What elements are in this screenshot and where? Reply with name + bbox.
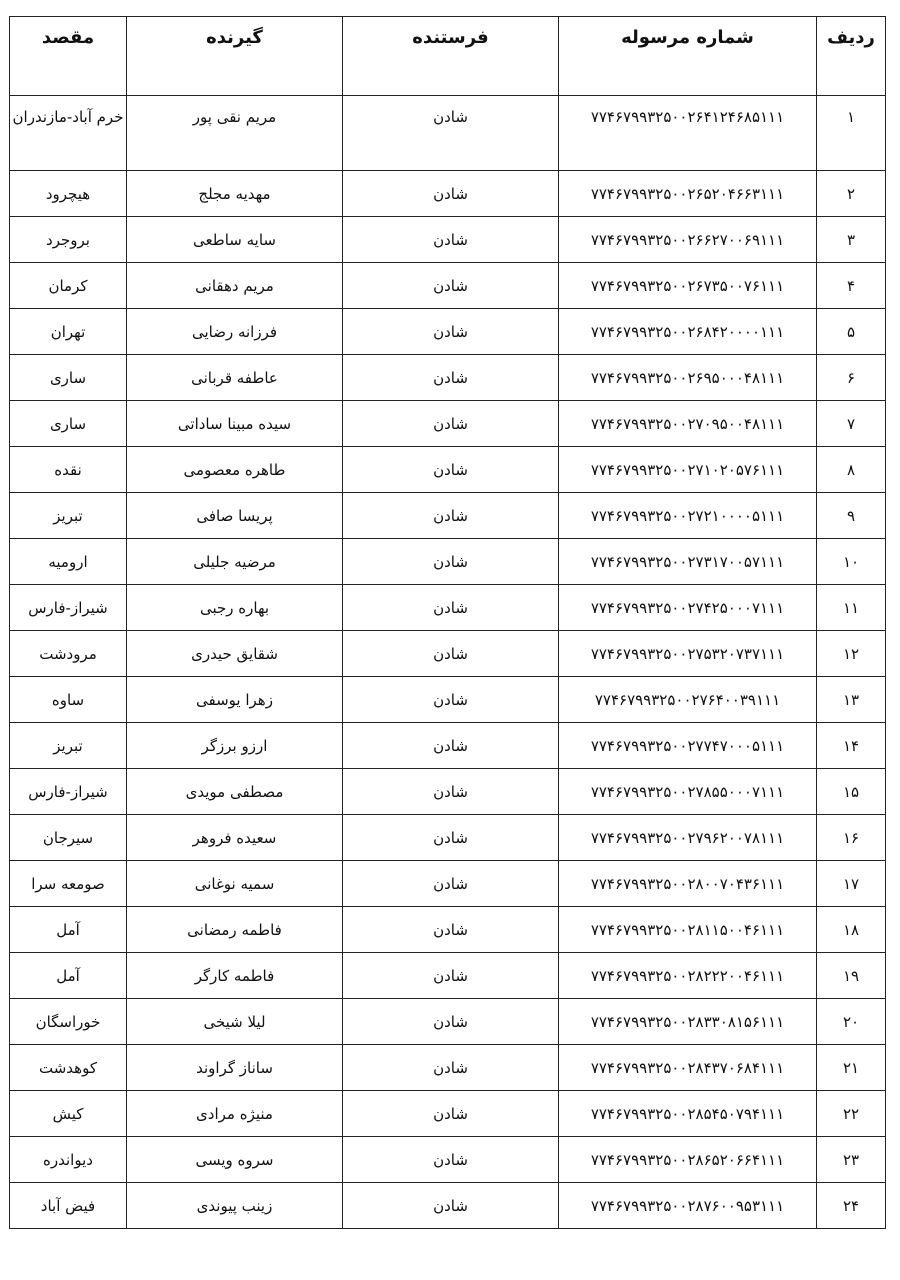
row-number-cell: ۱۸ bbox=[817, 907, 886, 953]
sender-cell: شادن bbox=[343, 1183, 559, 1229]
destination-cell: هیچرود bbox=[10, 171, 127, 217]
destination-cell: تبریز bbox=[10, 723, 127, 769]
table-row bbox=[10, 585, 886, 631]
destination-cell: ساری bbox=[10, 355, 127, 401]
recipient-cell: مریم دهقانی bbox=[127, 263, 343, 309]
table-body bbox=[10, 96, 886, 1229]
row-number-cell: ۱۱ bbox=[817, 585, 886, 631]
recipient-cell: مهدیه مجلج bbox=[127, 171, 343, 217]
table-row bbox=[10, 96, 886, 171]
sender-cell: شادن bbox=[343, 355, 559, 401]
destination-cell: آمل bbox=[10, 953, 127, 999]
recipient-cell: عاطفه قربانی bbox=[127, 355, 343, 401]
recipient-cell: فاطمه کارگر bbox=[127, 953, 343, 999]
row-number-cell: ۱۴ bbox=[817, 723, 886, 769]
destination-cell: مرودشت bbox=[10, 631, 127, 677]
recipient-cell: پریسا صافی bbox=[127, 493, 343, 539]
table-row bbox=[10, 355, 886, 401]
recipient-cell: مصطفی مویدی bbox=[127, 769, 343, 815]
tracking-number-cell: ۷۷۴۶۷۹۹۳۲۵۰۰۲۶۶۲۷۰۰۶۹۱۱۱ bbox=[559, 217, 817, 263]
sender-cell: شادن bbox=[343, 631, 559, 677]
sender-cell: شادن bbox=[343, 815, 559, 861]
recipient-cell: سروه ویسی bbox=[127, 1137, 343, 1183]
sender-cell: شادن bbox=[343, 907, 559, 953]
sender-cell: شادن bbox=[343, 401, 559, 447]
row-number-cell: ۷ bbox=[817, 401, 886, 447]
row-number-cell: ۱۳ bbox=[817, 677, 886, 723]
table-row bbox=[10, 815, 886, 861]
header-row-number: ردیف bbox=[817, 17, 886, 96]
destination-cell: بروجرد bbox=[10, 217, 127, 263]
table-row bbox=[10, 1137, 886, 1183]
destination-cell: کرمان bbox=[10, 263, 127, 309]
table-row bbox=[10, 769, 886, 815]
row-number-cell: ۸ bbox=[817, 447, 886, 493]
tracking-number-cell: ۷۷۴۶۷۹۹۳۲۵۰۰۲۸۶۵۲۰۶۶۴۱۱۱ bbox=[559, 1137, 817, 1183]
tracking-number-cell: ۷۷۴۶۷۹۹۳۲۵۰۰۲۷۹۶۲۰۰۷۸۱۱۱ bbox=[559, 815, 817, 861]
recipient-cell: بهاره رجبی bbox=[127, 585, 343, 631]
destination-cell: کوهدشت bbox=[10, 1045, 127, 1091]
tracking-number-cell: ۷۷۴۶۷۹۹۳۲۵۰۰۲۷۰۹۵۰۰۴۸۱۱۱ bbox=[559, 401, 817, 447]
recipient-cell: زینب پیوندی bbox=[127, 1183, 343, 1229]
recipient-cell: منیژه مرادی bbox=[127, 1091, 343, 1137]
tracking-number-cell: ۷۷۴۶۷۹۹۳۲۵۰۰۲۷۵۳۲۰۷۳۷۱۱۱ bbox=[559, 631, 817, 677]
sender-cell: شادن bbox=[343, 769, 559, 815]
destination-cell: ساوه bbox=[10, 677, 127, 723]
table-row bbox=[10, 1091, 886, 1137]
row-number-cell: ۶ bbox=[817, 355, 886, 401]
recipient-cell: طاهره معصومی bbox=[127, 447, 343, 493]
tracking-number-cell: ۷۷۴۶۷۹۹۳۲۵۰۰۲۸۵۴۵۰۷۹۴۱۱۱ bbox=[559, 1091, 817, 1137]
sender-cell: شادن bbox=[343, 585, 559, 631]
table-row bbox=[10, 1183, 886, 1229]
sender-cell: شادن bbox=[343, 1045, 559, 1091]
recipient-cell: سایه ساطعی bbox=[127, 217, 343, 263]
destination-cell: نقده bbox=[10, 447, 127, 493]
recipient-cell: مرضیه جلیلی bbox=[127, 539, 343, 585]
sender-cell: شادن bbox=[343, 539, 559, 585]
sender-cell: شادن bbox=[343, 493, 559, 539]
table-row bbox=[10, 861, 886, 907]
sender-cell: شادن bbox=[343, 677, 559, 723]
tracking-number-cell: ۷۷۴۶۷۹۹۳۲۵۰۰۲۷۴۲۵۰۰۰۷۱۱۱ bbox=[559, 585, 817, 631]
header-tracking-number: شماره مرسوله bbox=[559, 17, 817, 96]
destination-cell: صومعه سرا bbox=[10, 861, 127, 907]
recipient-cell: سمیه نوغانی bbox=[127, 861, 343, 907]
header-destination: مقصد bbox=[10, 17, 127, 96]
row-number-cell: ۱ bbox=[817, 96, 886, 171]
sender-cell: شادن bbox=[343, 1091, 559, 1137]
tracking-number-cell: ۷۷۴۶۷۹۹۳۲۵۰۰۲۶۵۲۰۴۶۶۳۱۱۱ bbox=[559, 171, 817, 217]
destination-cell: خرم آباد-مازندران bbox=[10, 96, 127, 171]
table-row bbox=[10, 539, 886, 585]
table-row bbox=[10, 999, 886, 1045]
row-number-cell: ۲۲ bbox=[817, 1091, 886, 1137]
row-number-cell: ۲۴ bbox=[817, 1183, 886, 1229]
destination-cell: دیواندره bbox=[10, 1137, 127, 1183]
recipient-cell: زهرا یوسفی bbox=[127, 677, 343, 723]
shipments-table bbox=[9, 16, 886, 1229]
recipient-cell: فرزانه رضایی bbox=[127, 309, 343, 355]
row-number-cell: ۱۲ bbox=[817, 631, 886, 677]
destination-cell: فیض آباد bbox=[10, 1183, 127, 1229]
destination-cell: شیراز-فارس bbox=[10, 769, 127, 815]
recipient-cell: لیلا شیخی bbox=[127, 999, 343, 1045]
destination-cell: تهران bbox=[10, 309, 127, 355]
sender-cell: شادن bbox=[343, 999, 559, 1045]
recipient-cell: سیده مبینا ساداتی bbox=[127, 401, 343, 447]
row-number-cell: ۴ bbox=[817, 263, 886, 309]
tracking-number-cell: ۷۷۴۶۷۹۹۳۲۵۰۰۲۸۱۱۵۰۰۴۶۱۱۱ bbox=[559, 907, 817, 953]
tracking-number-cell: ۷۷۴۶۷۹۹۳۲۵۰۰۲۸۲۲۲۰۰۴۶۱۱۱ bbox=[559, 953, 817, 999]
sender-cell: شادن bbox=[343, 1137, 559, 1183]
header-recipient: گیرنده bbox=[127, 17, 343, 96]
sender-cell: شادن bbox=[343, 723, 559, 769]
sender-cell: شادن bbox=[343, 96, 559, 171]
sender-cell: شادن bbox=[343, 171, 559, 217]
destination-cell: تبریز bbox=[10, 493, 127, 539]
destination-cell: کیش bbox=[10, 1091, 127, 1137]
tracking-number-cell: ۷۷۴۶۷۹۹۳۲۵۰۰۲۶۸۴۲۰۰۰۰۱۱۱ bbox=[559, 309, 817, 355]
sender-cell: شادن bbox=[343, 263, 559, 309]
table-row bbox=[10, 723, 886, 769]
row-number-cell: ۲۱ bbox=[817, 1045, 886, 1091]
table-header-row bbox=[10, 17, 886, 96]
sender-cell: شادن bbox=[343, 861, 559, 907]
tracking-number-cell: ۷۷۴۶۷۹۹۳۲۵۰۰۲۸۷۶۰۰۹۵۳۱۱۱ bbox=[559, 1183, 817, 1229]
tracking-number-cell: ۷۷۴۶۷۹۹۳۲۵۰۰۲۶۹۵۰۰۰۴۸۱۱۱ bbox=[559, 355, 817, 401]
table-row bbox=[10, 907, 886, 953]
tracking-number-cell: ۷۷۴۶۷۹۹۳۲۵۰۰۲۷۲۱۰۰۰۰۵۱۱۱ bbox=[559, 493, 817, 539]
destination-cell: آمل bbox=[10, 907, 127, 953]
row-number-cell: ۱۵ bbox=[817, 769, 886, 815]
sender-cell: شادن bbox=[343, 447, 559, 493]
row-number-cell: ۱۹ bbox=[817, 953, 886, 999]
tracking-number-cell: ۷۷۴۶۷۹۹۳۲۵۰۰۲۶۴۱۲۴۶۸۵۱۱۱ bbox=[559, 96, 817, 171]
row-number-cell: ۱۶ bbox=[817, 815, 886, 861]
tracking-number-cell: ۷۷۴۶۷۹۹۳۲۵۰۰۲۷۶۴۰۰۳۹۱۱۱ bbox=[559, 677, 817, 723]
row-number-cell: ۵ bbox=[817, 309, 886, 355]
recipient-cell: ساناز گراوند bbox=[127, 1045, 343, 1091]
destination-cell: خوراسگان bbox=[10, 999, 127, 1045]
sender-cell: شادن bbox=[343, 953, 559, 999]
destination-cell: ارومیه bbox=[10, 539, 127, 585]
table-row bbox=[10, 447, 886, 493]
recipient-cell: فاطمه رمضانی bbox=[127, 907, 343, 953]
table-row bbox=[10, 953, 886, 999]
tracking-number-cell: ۷۷۴۶۷۹۹۳۲۵۰۰۲۶۷۳۵۰۰۷۶۱۱۱ bbox=[559, 263, 817, 309]
row-number-cell: ۱۰ bbox=[817, 539, 886, 585]
row-number-cell: ۲ bbox=[817, 171, 886, 217]
table-row bbox=[10, 263, 886, 309]
row-number-cell: ۲۳ bbox=[817, 1137, 886, 1183]
row-number-cell: ۹ bbox=[817, 493, 886, 539]
tracking-number-cell: ۷۷۴۶۷۹۹۳۲۵۰۰۲۷۱۰۲۰۵۷۶۱۱۱ bbox=[559, 447, 817, 493]
row-number-cell: ۱۷ bbox=[817, 861, 886, 907]
table-row bbox=[10, 493, 886, 539]
table-row bbox=[10, 631, 886, 677]
tracking-number-cell: ۷۷۴۶۷۹۹۳۲۵۰۰۲۷۷۴۷۰۰۰۵۱۱۱ bbox=[559, 723, 817, 769]
header-sender: فرستنده bbox=[343, 17, 559, 96]
destination-cell: شیراز-فارس bbox=[10, 585, 127, 631]
table-row bbox=[10, 217, 886, 263]
table-row bbox=[10, 677, 886, 723]
row-number-cell: ۲۰ bbox=[817, 999, 886, 1045]
recipient-cell: مریم نقی پور bbox=[127, 96, 343, 171]
recipient-cell: شقایق حیدری bbox=[127, 631, 343, 677]
table-row bbox=[10, 309, 886, 355]
row-number-cell: ۳ bbox=[817, 217, 886, 263]
table-row bbox=[10, 1045, 886, 1091]
tracking-number-cell: ۷۷۴۶۷۹۹۳۲۵۰۰۲۸۳۳۰۸۱۵۶۱۱۱ bbox=[559, 999, 817, 1045]
sender-cell: شادن bbox=[343, 217, 559, 263]
tracking-number-cell: ۷۷۴۶۷۹۹۳۲۵۰۰۲۸۰۰۷۰۴۳۶۱۱۱ bbox=[559, 861, 817, 907]
table-row bbox=[10, 401, 886, 447]
tracking-number-cell: ۷۷۴۶۷۹۹۳۲۵۰۰۲۷۳۱۷۰۰۵۷۱۱۱ bbox=[559, 539, 817, 585]
destination-cell: ساری bbox=[10, 401, 127, 447]
recipient-cell: سعیده فروهر bbox=[127, 815, 343, 861]
destination-cell: سیرجان bbox=[10, 815, 127, 861]
tracking-number-cell: ۷۷۴۶۷۹۹۳۲۵۰۰۲۸۴۳۷۰۶۸۴۱۱۱ bbox=[559, 1045, 817, 1091]
recipient-cell: ارزو برزگر bbox=[127, 723, 343, 769]
tracking-number-cell: ۷۷۴۶۷۹۹۳۲۵۰۰۲۷۸۵۵۰۰۰۷۱۱۱ bbox=[559, 769, 817, 815]
table-row bbox=[10, 171, 886, 217]
sender-cell: شادن bbox=[343, 309, 559, 355]
